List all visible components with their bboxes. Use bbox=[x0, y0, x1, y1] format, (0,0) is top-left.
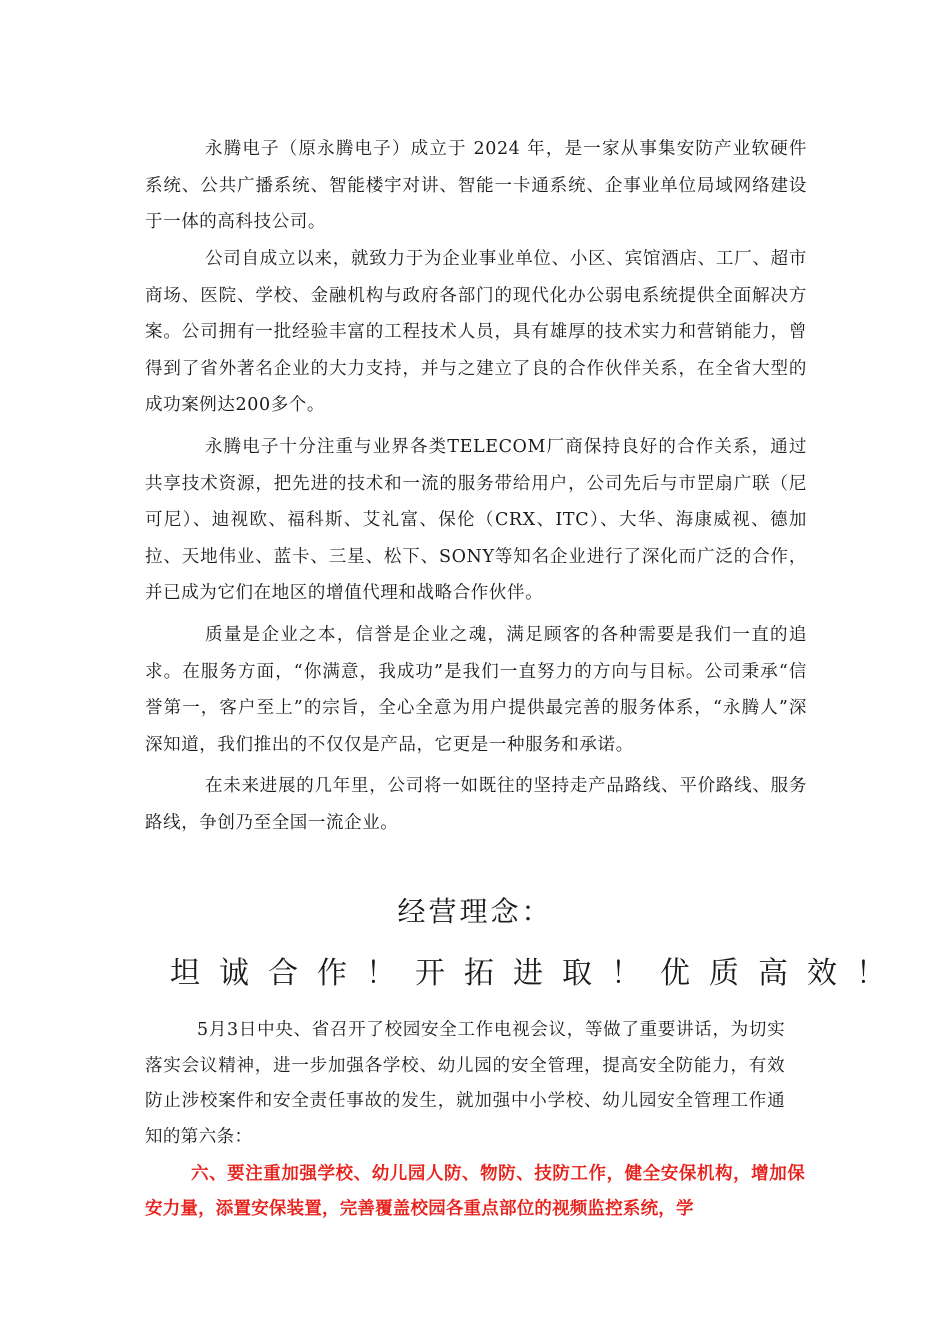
philosophy-slogan: 坦诚合作！开拓进取！优质高效！ bbox=[170, 956, 905, 991]
intro-paragraph-1: 永腾电子（原永腾电子）成立于 2024 年，是一家从事集安防产业软硬件系统、公共广播系统、智能楼宇对讲、智能一卡通系统、企事业单位局域网络建设于一体的高科技公司。 bbox=[145, 139, 807, 232]
intro-paragraph-5: 在未来进展的几年里，公司将一如既往的坚持走产品路线、平价路线、服务路线，争创乃至全国一流企业。 bbox=[145, 776, 807, 833]
intro-paragraph-4: 质量是企业之本，信誉是企业之魂，满足顾客的各种需要是我们一直的追求。在服务方面，“你满意，我成功”是我们一直努力的方向与目标。公司秉承“信誉第一，客户至上”的宗旨，全心全意为用户提供最完善的服务体系，“永腾人”深深知道，我们推出的不仅仅是产品，它更是一种服务和承诺。 bbox=[145, 625, 807, 755]
intro-paragraph-3: 永腾电子十分注重与业界各类TELECOM厂商保持良好的合作关系，通过共享技术资源，把先进的技术和一流的服务带给用户，公司先后与市罡扇广联（尼可尼）、迪视欧、福科斯、艾礼富、保伦（CRX、ITC）、大华、海康威视、德加拉、天地伟业、蓝卡、三星、松下、SONY等知名企业进行了深化而广泛的合作，并已成为它们在地区的增值代理和战略合作伙伴。 bbox=[145, 437, 807, 603]
intro-paragraph-2: 公司自成立以来，就致力于为企业事业单位、小区、宾馆酒店、工厂、超市商场、医院、学校、金融机构与政府各部门的现代化办公弱电系统提供全面解决方案。公司拥有一批经验丰富的工程技术人员，具有雄厚的技术实力和营销能力，曾得到了省外著名企业的大力支持，并与之建立了良的合作伙伴关系，在全省大型的成功案例达200多个。 bbox=[145, 249, 807, 415]
notice-highlight: 六、要注重加强学校、幼儿园人防、物防、技防工作，健全安保机构，增加保安力量，添置安保装置，完善覆盖校园各重点部位的视频监控系统，学 bbox=[145, 1164, 805, 1219]
philosophy-heading: 经营理念： bbox=[397, 895, 553, 928]
notice-paragraph: 5月3日中央、省召开了校园安全工作电视会议，等做了重要讲话，为切实落实会议精神，进一步加强各学校、幼儿园的安全管理，提高安全防能力，有效防止涉校案件和安全责任事故的发生，就加强中小学校、幼儿园安全管理工作通知的第六条： bbox=[145, 1020, 785, 1147]
